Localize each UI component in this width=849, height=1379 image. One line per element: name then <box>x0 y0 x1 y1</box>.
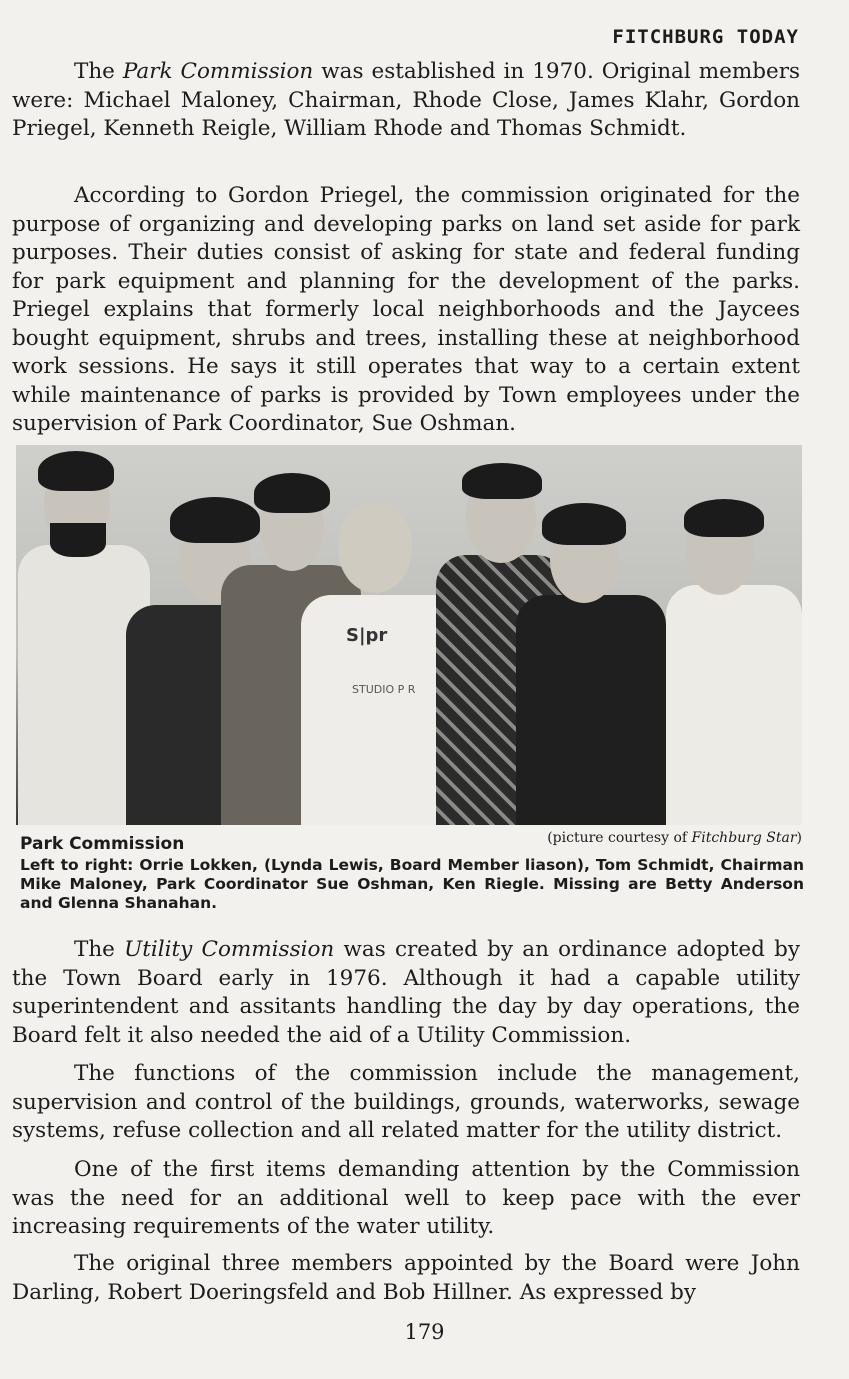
paragraph-utility-commission <box>12 936 800 1050</box>
page-number: 179 <box>404 1320 445 1344</box>
paragraph-priegel: According to Gordon Priegel, the commission originated for the purpose of organizing and developing parks on land set aside for park purposes. Their duties consist of asking for state and federal funding for park equipment and planning for the development of the parks. Priegel explains that formerly local neighborhoods and the Jaycees bought equipment, shrubs and trees, installing these at neighborhood work sessions. He says it still operates that way to a certain extent while maintenance of parks is provided by Town employees under the supervision of Park Coordinator, Sue Oshman. <box>12 183 800 436</box>
credit-source: Fitchburg Star <box>691 830 797 846</box>
p1-text: was established in 1970. Original members were: Michael Maloney, Chairman, Rhode Close, James Klahr, Gordon Priegel, Kenneth Reigle, William Rhode and Thomas Schmidt. <box>12 59 800 141</box>
paragraph-functions: The functions of the commission include the management, supervision and control of the buildings, grounds, waterworks, sewage systems, refuse collection and all related matter for the utility district. <box>12 1061 800 1143</box>
park-commission-photo <box>16 445 802 825</box>
p3-emphasis: Utility Commission <box>124 937 335 962</box>
credit-prefix: (picture courtesy of <box>547 830 692 846</box>
p3-text: was created by an ordinance adopted by the Town Board early in 1976. Although it had a capable utility superintendent and assitants handling the day by day operations, the Board felt it also needed the aid of a Utility Commission. <box>12 937 801 1048</box>
credit-suffix: ) <box>796 830 802 846</box>
paragraph-original-members: The original three members appointed by the Board were John Darling, Robert Doeringsfeld and Bob Hillner. As expressed by <box>12 1251 800 1305</box>
running-header: FITCHBURG TODAY <box>612 26 799 48</box>
photo-credit <box>547 830 802 846</box>
p1-prefix: The <box>74 59 123 84</box>
p1-emphasis: Park Commission <box>122 59 314 84</box>
shirt-logo: S|pr <box>346 625 388 646</box>
photo-caption-text: Left to right: Orrie Lokken, (Lynda Lewis, Board Member liason), Tom Schmidt, Chairman Mike Maloney, Park Coordinator Sue Oshman, Ken Riegle. Missing are Betty Anderson and Glenna Shanahan. <box>20 856 804 912</box>
paragraph-first-items: One of the first items demanding attention by the Commission was the need for an additional well to keep pace with the ever increasing requirements of the water utility. <box>12 1157 800 1239</box>
photo-caption-title: Park Commission <box>20 834 185 854</box>
p3-prefix: The <box>74 937 125 962</box>
shirt-text: STUDIO P R <box>352 683 416 696</box>
paragraph-park-commission-intro <box>12 58 800 144</box>
